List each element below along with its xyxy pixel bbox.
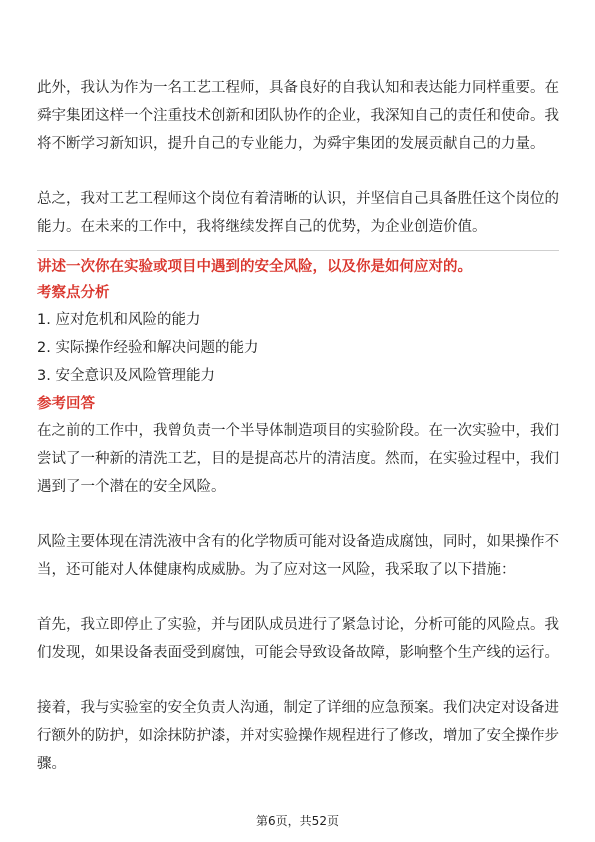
answer-paragraph-1: 在之前的工作中，我曾负责一个半导体制造项目的实验阶段。在一次实验中，我们尝试了一种新的清洗工艺，目的是提高芯片的清洁度。然而，在实验过程中，我们遇到了一个潜在的安全风险。 <box>37 423 559 495</box>
document-page <box>37 74 559 778</box>
answer-paragraph-3: 首先，我立即停止了实验，并与团队成员进行了紧急讨论，分析可能的风险点。我们发现，如果设备表面受到腐蚀，可能会导致设备故障，影响整个生产线的运行。 <box>37 617 559 661</box>
analysis-item-2: 2. 实际操作经验和解决问题的能力 <box>37 340 259 356</box>
analysis-item-3: 3. 安全意识及风险管理能力 <box>37 368 215 384</box>
page-number: 第6页，共52页 <box>256 814 339 828</box>
answer-paragraph-2: 风险主要体现在清洗液中含有的化学物质可能对设备造成腐蚀，同时，如果操作不当，还可能对人体健康构成威胁。为了应对这一风险，我采取了以下措施： <box>37 534 559 578</box>
analysis-title: 考察点分析 <box>37 285 110 301</box>
intro-paragraph-2: 总之，我对工艺工程师这个岗位有着清晰的认识，并坚信自己具备胜任这个岗位的能力。在未来的工作中，我将继续发挥自己的优势，为企业创造价值。 <box>37 191 559 235</box>
interview-question: 讲述一次你在实验或项目中遇到的安全风险，以及你是如何应对的。 <box>37 259 472 275</box>
answer-title: 参考回答 <box>37 396 95 412</box>
answer-paragraph-4: 接着，我与实验室的安全负责人沟通，制定了详细的应急预案。我们决定对设备进行额外的防护，如涂抹防护漆，并对实验操作规程进行了修改，增加了安全操作步骤。 <box>37 700 559 772</box>
section-divider <box>37 250 559 251</box>
intro-paragraph-1: 此外，我认为作为一名工艺工程师，具备良好的自我认知和表达能力同样重要。在舜宇集团这样一个注重技术创新和团队协作的企业，我深知自己的责任和使命。我将不断学习新知识，提升自己的专业能力，为舜宇集团的发展贡献自己的力量。 <box>37 80 559 152</box>
analysis-item-1: 1. 应对危机和风险的能力 <box>37 312 201 328</box>
